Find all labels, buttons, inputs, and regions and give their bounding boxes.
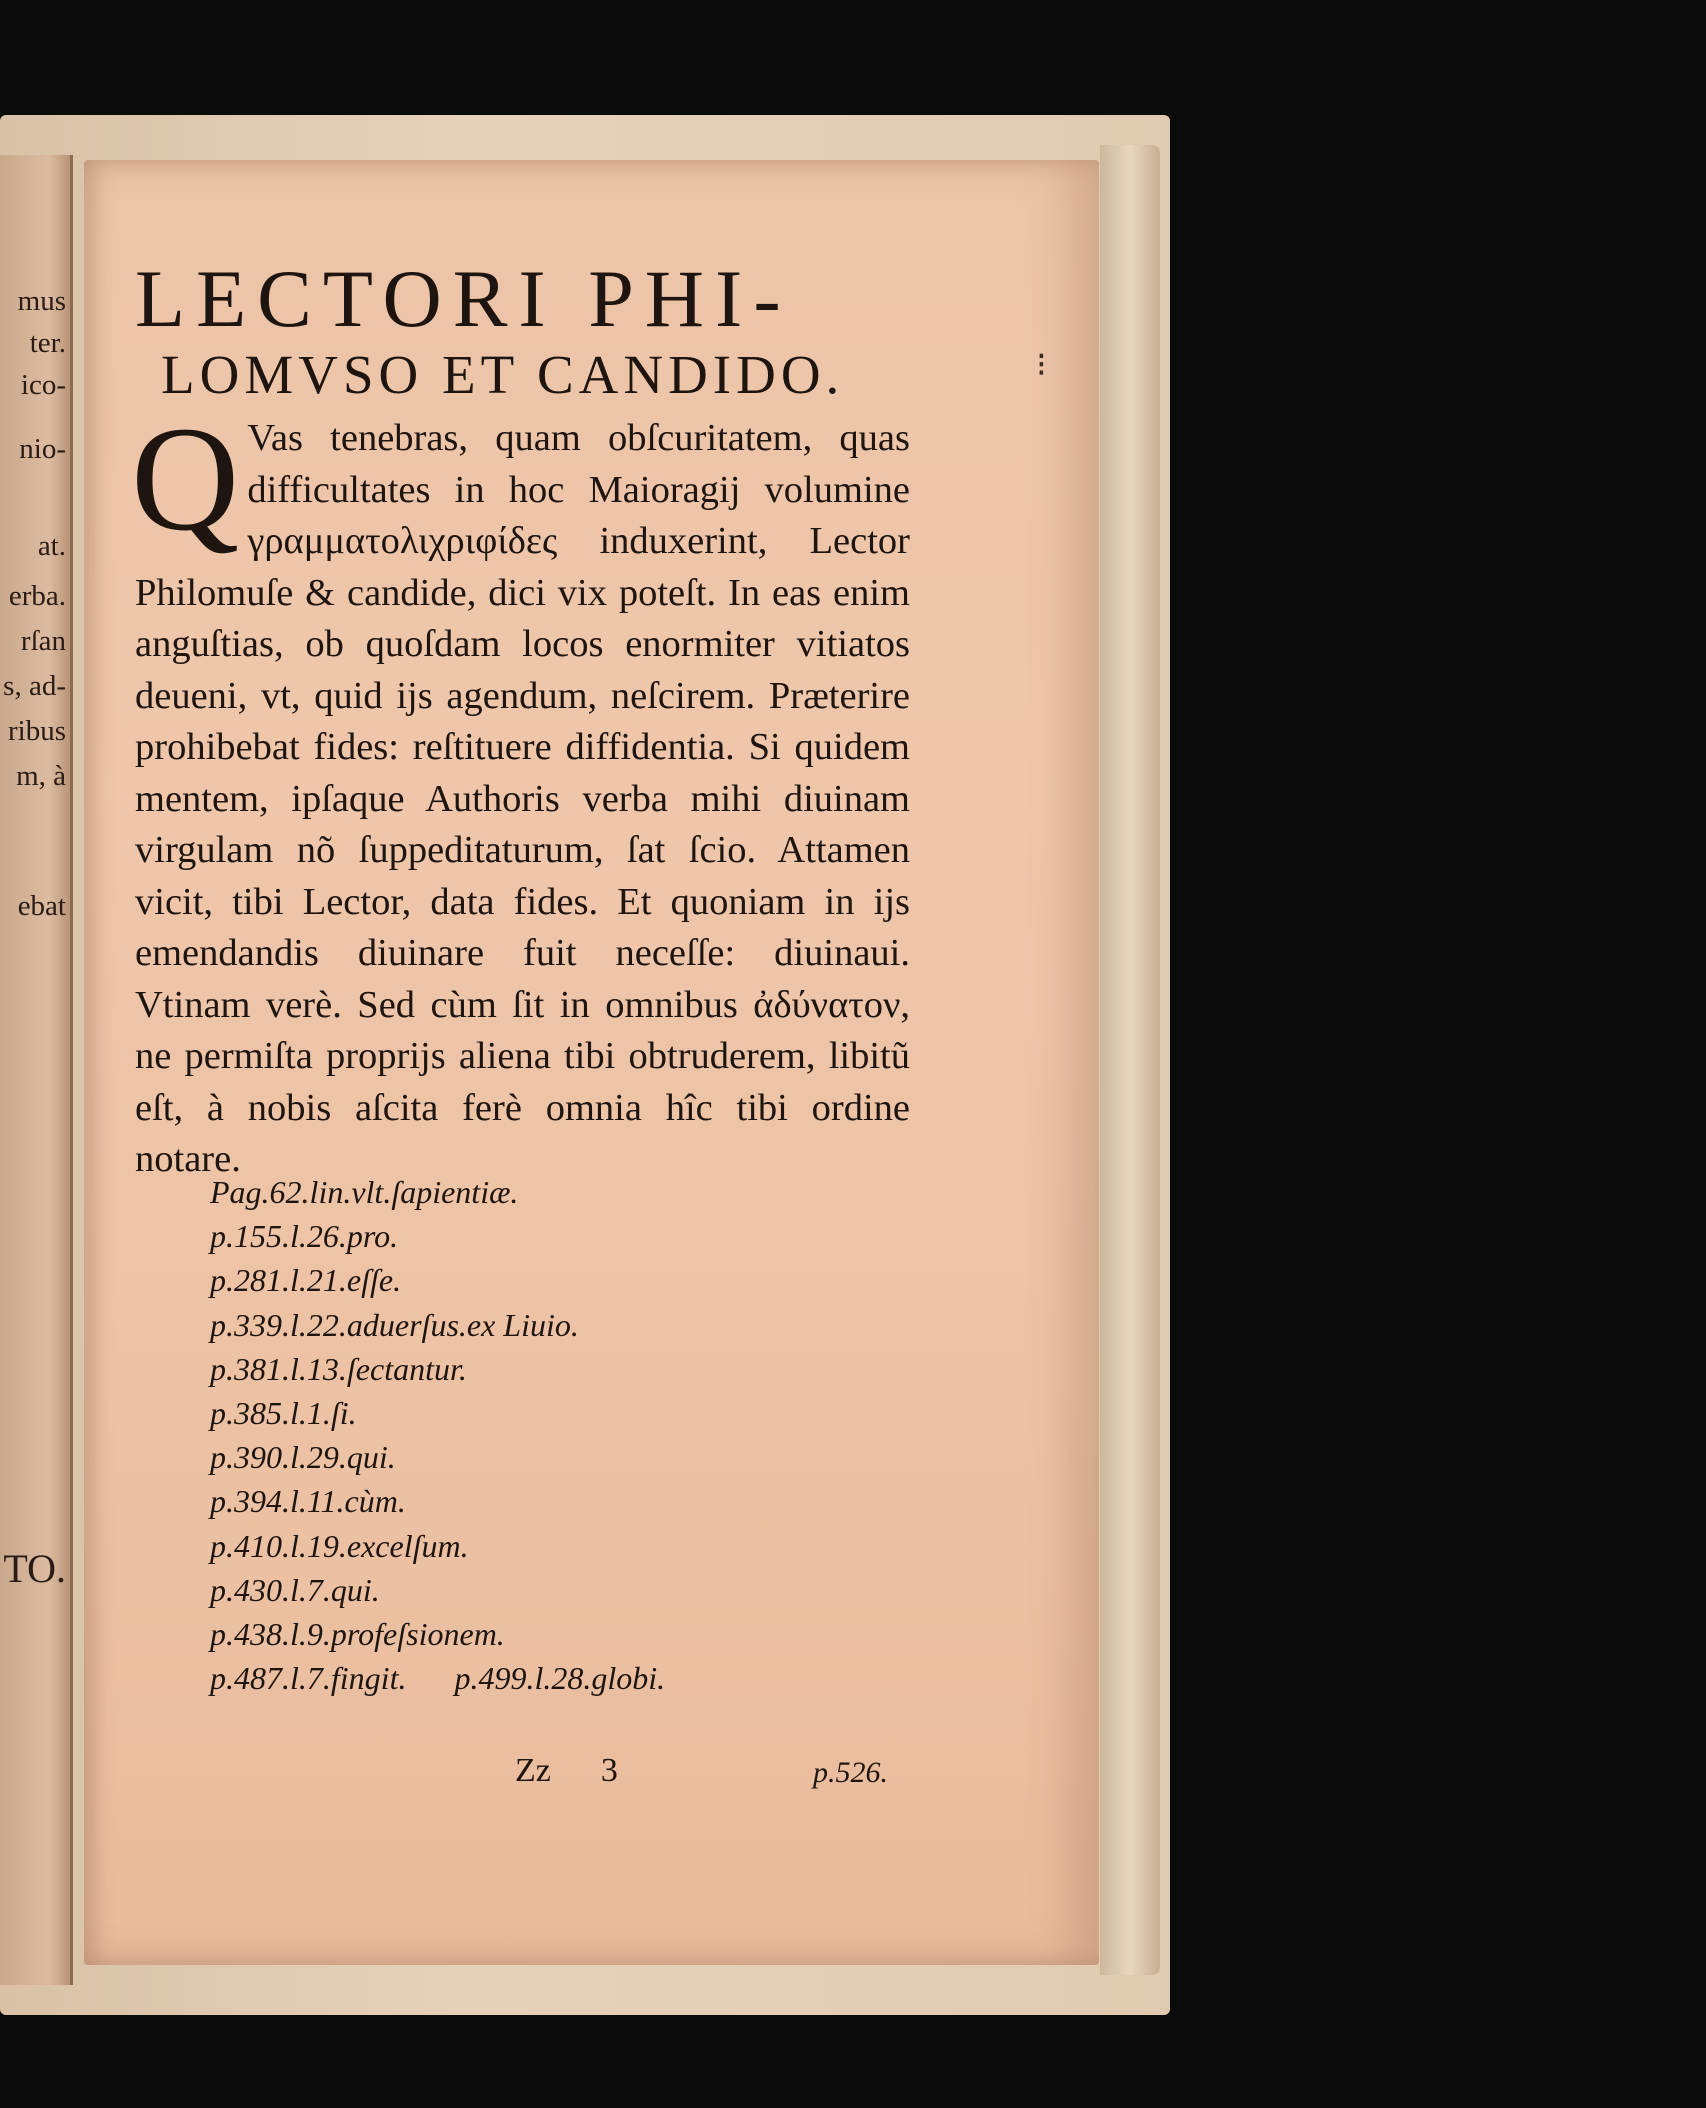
page-title: LECTORI PHI- xyxy=(135,253,792,344)
left-page-fragment: ebat xyxy=(17,890,66,922)
left-page-fragment: at. xyxy=(37,530,66,562)
left-page-fragment: ico- xyxy=(20,369,66,401)
drop-cap: Q xyxy=(131,396,240,562)
margin-mark: ⁝ xyxy=(1036,347,1047,384)
left-page-fragment: ter. xyxy=(29,327,66,359)
preface-paragraph: Vas tenebras, quam obſcuritatem, quas difficultates in hoc Maioragij volumine γραμματολιχριφίδες induxerint, Lector Philomuſe & candide, dici vix poteſt. In eas enim anguſtias, ob quoſdam locos enormiter vitiatos deueni, vt, quid ijs agendum, neſcirem. Præterire prohibebat fides: reſtituere diffidentia. Si quidem mentem, ipſaque Authoris verba mihi diuinam virgulam nõ ſuppeditaturum, ſat ſcio. Attamen vicit, tibi Lector, data fides. Et quoniam in ijs emendandis diuinare fuit neceſſe: diuinaui. Vtinam verè. Sed cùm ſit in omnibus ἀδύνατον, ne permiſta proprijs aliena tibi obtruderem, libitũ eſt, à nobis aſcita ferè omnia hîc tibi ordine notare. xyxy=(135,417,910,1180)
errata-item: Pag.62.lin.vlt.ſapientiæ. xyxy=(210,1174,519,1210)
preface-body xyxy=(131,396,910,1186)
signature-mark: Zz xyxy=(515,1752,551,1789)
errata-item: p.390.l.29.qui. xyxy=(210,1439,396,1476)
left-page-fragment: rſan xyxy=(20,625,66,657)
errata-item: p.385.l.1.ſi. xyxy=(210,1395,357,1432)
errata-item: p.381.l.13.ſectantur. xyxy=(210,1350,467,1387)
errata-item: p.438.l.9.profeſsionem. xyxy=(210,1616,505,1653)
left-page-fragment: TO. xyxy=(3,1546,66,1591)
left-page-fragment: nio- xyxy=(19,433,66,465)
errata-item: p.339.l.22.aduerſus.ex Liuio. xyxy=(210,1306,579,1343)
catchword: p.526. xyxy=(813,1756,888,1789)
left-page-fragment: s, ad- xyxy=(3,670,66,702)
left-page-fragment: ribus xyxy=(8,715,66,747)
errata-list xyxy=(210,1170,910,1700)
page-footer xyxy=(515,1752,618,1790)
errata-item: p.410.l.19.excelſum. xyxy=(210,1527,469,1564)
left-page-fragment: erba. xyxy=(8,580,66,612)
left-page-fragment: mus xyxy=(17,285,66,317)
errata-item: p.155.l.26.pro. xyxy=(210,1218,399,1255)
errata-item: p.281.l.21.eſſe. xyxy=(210,1262,402,1299)
errata-item: p.430.l.7.qui. xyxy=(210,1571,380,1608)
preface-text-block xyxy=(131,253,910,1186)
errata-item: p.394.l.11.cùm. xyxy=(210,1483,406,1520)
errata-item: p.487.l.7.fingit. p.499.l.28.globi. xyxy=(210,1660,666,1697)
signature-number: 3 xyxy=(600,1752,618,1789)
book-edge xyxy=(1100,145,1160,1975)
page-subtitle: LOMVSO ET CANDIDO. xyxy=(161,344,845,405)
left-page-edge xyxy=(0,155,73,1985)
left-page-fragment: m, à xyxy=(16,760,66,792)
